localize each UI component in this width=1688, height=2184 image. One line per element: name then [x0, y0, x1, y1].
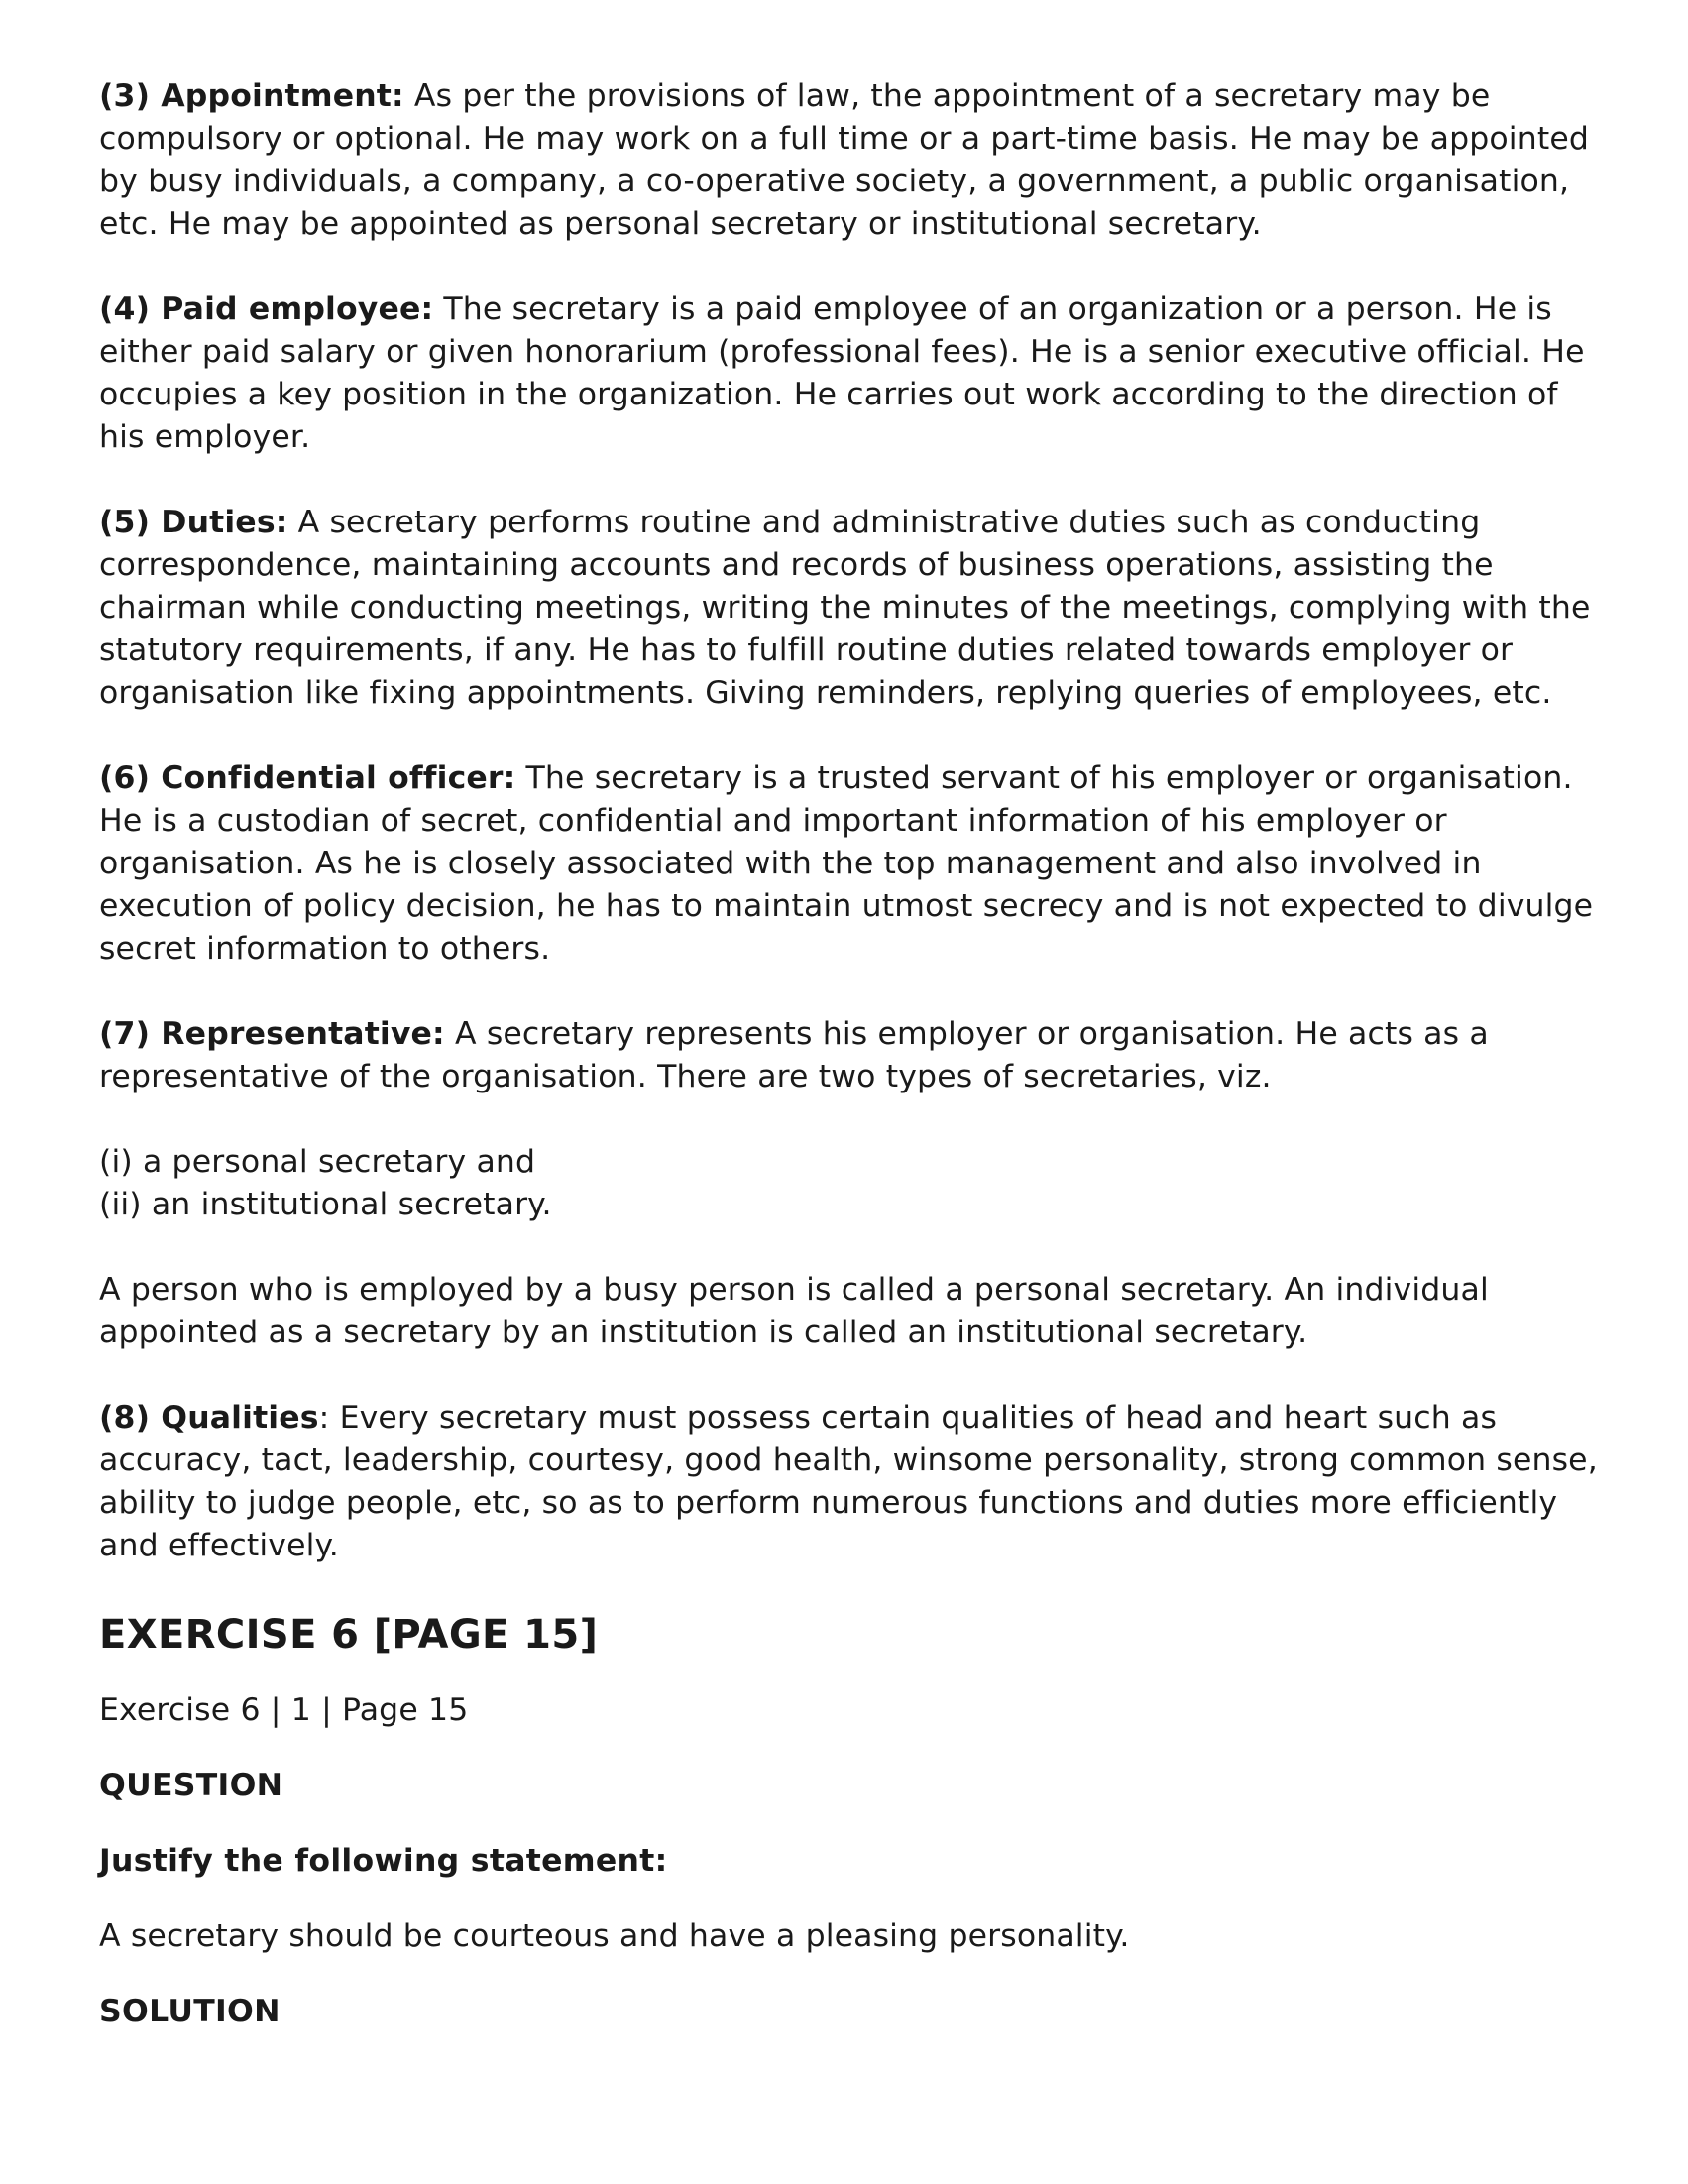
- section-confidential-officer: [99, 757, 1606, 971]
- section-paid-employee: [99, 288, 1606, 459]
- section-text: A secretary represents his employer or organisation. He acts as a representative of the organisation. There are two types of secretaries, viz.: [99, 1016, 1489, 1094]
- section-text: A secretary performs routine and administrative duties such as conducting correspondence, maintaining accounts and records of business operations, assisting the chairman while conducting meetings, writing the minutes of the meetings, complying with the statutory requirements, if any. He has to fulfill routine duties related towards employer or organisation like fixing appointments. Giving reminders, replying queries of employees, etc.: [99, 505, 1591, 711]
- section-qualities: [99, 1397, 1606, 1567]
- section-text: As per the provisions of law, the appointment of a secretary may be compulsory or optional. He may work on a full time or a part-time basis. He may be appointed by busy individuals, a company, a co-operative society, a government, a public organisation, etc. He may be appointed as personal secretary or institutional secretary.: [99, 78, 1589, 242]
- section-title: (6) Confidential officer:: [99, 760, 516, 796]
- list-item: (i) a personal secretary and: [99, 1144, 536, 1180]
- section-appointment: [99, 75, 1606, 246]
- question-statement: A secretary should be courteous and have a pleasing personality.: [99, 1918, 1130, 1954]
- list-item: (ii) an institutional secretary.: [99, 1187, 552, 1222]
- secretary-types-list: [99, 1141, 1606, 1226]
- solution-label: SOLUTION: [99, 1994, 281, 2029]
- exercise-heading: EXERCISE 6 [PAGE 15]: [99, 1612, 599, 1658]
- types-explanation: A person who is employed by a busy person is called a personal secretary. An individual appointed as a secretary by an institution is called an institutional secretary.: [99, 1272, 1489, 1350]
- section-title: (5) Duties:: [99, 505, 288, 540]
- section-text: The secretary is a paid employee of an organization or a person. He is either paid salary or given honorarium (professional fees). He is a senior executive official. He occupies a key position in the organization. He carries out work according to the direction of his employer.: [99, 291, 1585, 455]
- section-duties: [99, 502, 1606, 715]
- section-representative: [99, 1013, 1606, 1098]
- section-title: (7) Representative:: [99, 1016, 445, 1052]
- section-title: (8) Qualities: [99, 1400, 319, 1436]
- exercise-reference: Exercise 6 | 1 | Page 15: [99, 1692, 469, 1728]
- section-text: The secretary is a trusted servant of his employer or organisation. He is a custodian of secret, confidential and important information of his employer or organisation. As he is closely associated with the top management and also involved in execution of policy decision, he has to maintain utmost secrecy and is not expected to divulge secret information to others.: [99, 760, 1594, 967]
- document-page: [99, 75, 1606, 2066]
- question-label: QUESTION: [99, 1768, 283, 1803]
- section-text: : Every secretary must possess certain qualities of head and heart such as accuracy, tact, leadership, courtesy, good health, winsome personality, strong common sense, ability to judge people, etc, so as to perform numerous functions and duties more efficiently and effectively.: [99, 1400, 1598, 1563]
- section-title: (4) Paid employee:: [99, 291, 434, 327]
- section-title: (3) Appointment:: [99, 78, 404, 114]
- question-instruction: Justify the following statement:: [99, 1843, 668, 1879]
